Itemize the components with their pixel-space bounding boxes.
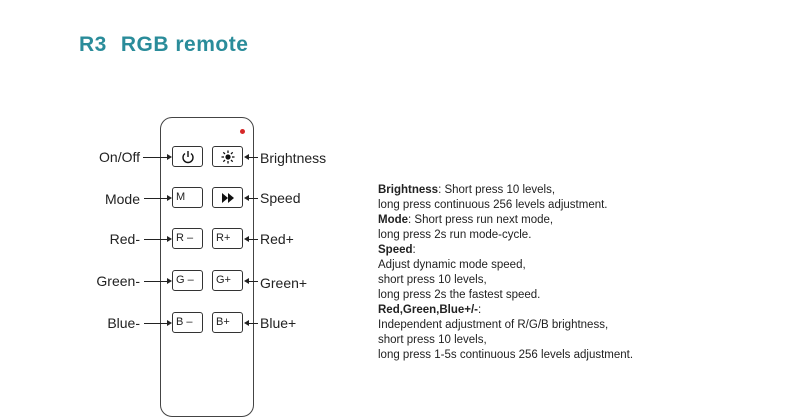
page-title — [79, 33, 248, 57]
connector-line — [144, 323, 167, 324]
blue-minus-label: B – — [176, 316, 193, 328]
green-plus-button[interactable] — [212, 270, 243, 291]
desc-brightness-row — [378, 183, 633, 198]
mode-button[interactable] — [172, 187, 203, 208]
title-code: R3 — [79, 33, 107, 56]
brightness-button[interactable] — [212, 146, 243, 167]
desc-rgb-suffix: : — [478, 304, 482, 316]
connector-line — [249, 198, 258, 199]
arrow-icon — [167, 320, 172, 326]
connector-line — [144, 239, 167, 240]
desc-mode-heading: Mode — [378, 214, 409, 226]
label-red-plus: Red+ — [260, 231, 294, 247]
connector-line — [249, 323, 258, 324]
label-speed: Speed — [260, 190, 301, 206]
indicator-led — [240, 129, 245, 134]
connector-line — [249, 281, 258, 282]
desc-mode-text: : Short press run next mode, — [408, 214, 554, 226]
green-plus-label: G+ — [216, 274, 231, 286]
desc-brightness-heading: Brightness — [378, 184, 439, 196]
arrow-icon — [167, 278, 172, 284]
sun-icon — [213, 147, 242, 166]
connector-line — [144, 281, 167, 282]
label-onoff: On/Off — [99, 149, 140, 165]
arrow-icon — [167, 154, 172, 160]
label-red-minus: Red- — [109, 231, 140, 247]
desc-rgb-row3: long press 1-5s continuous 256 levels adjustment. — [378, 349, 634, 361]
desc-brightness-row2: long press continuous 256 levels adjustment. — [378, 199, 608, 211]
desc-rgb-row1: Independent adjustment of R/G/B brightness, — [378, 319, 609, 331]
green-minus-label: G – — [176, 274, 194, 286]
blue-minus-button[interactable] — [172, 312, 203, 333]
connector-line — [249, 157, 258, 158]
title-name: RGB remote — [120, 33, 249, 56]
desc-speed-row2: short press 10 levels, — [378, 274, 487, 286]
power-icon — [173, 147, 202, 166]
blue-plus-button[interactable] — [212, 312, 243, 333]
desc-rgb-row — [378, 303, 633, 318]
desc-speed-row3: long press 2s the fastest speed. — [378, 289, 541, 301]
desc-speed-row1: Adjust dynamic mode speed, — [378, 259, 526, 271]
green-minus-button[interactable] — [172, 270, 203, 291]
desc-speed-row — [378, 243, 633, 258]
desc-rgb-heading: Red,Green,Blue+/- — [378, 304, 479, 316]
arrow-icon — [167, 236, 172, 242]
desc-mode-row — [378, 213, 633, 228]
red-minus-button[interactable] — [172, 228, 203, 249]
desc-speed-suffix: : — [412, 244, 416, 256]
blue-plus-label: B+ — [216, 316, 230, 328]
connector-line — [144, 198, 167, 199]
label-blue-plus: Blue+ — [260, 315, 297, 331]
desc-rgb-row2: short press 10 levels, — [378, 334, 487, 346]
red-minus-label: R – — [176, 232, 194, 244]
mode-button-label: M — [176, 191, 186, 203]
label-blue-minus: Blue- — [107, 315, 140, 331]
label-mode: Mode — [104, 191, 140, 207]
connector-line — [249, 239, 258, 240]
desc-mode-row2: long press 2s run mode-cycle. — [378, 229, 532, 241]
desc-brightness-text: : Short press 10 levels, — [438, 184, 556, 196]
label-green-plus: Green+ — [260, 275, 308, 291]
label-brightness: Brightness — [260, 150, 327, 166]
desc-speed-heading: Speed — [378, 244, 413, 256]
onoff-button[interactable] — [172, 146, 203, 167]
connector-line — [143, 157, 167, 158]
red-plus-label: R+ — [216, 232, 231, 244]
red-plus-button[interactable] — [212, 228, 243, 249]
fast-forward-icon — [213, 188, 242, 207]
speed-button[interactable] — [212, 187, 243, 208]
arrow-icon — [167, 195, 172, 201]
label-green-minus: Green- — [96, 273, 140, 289]
description-block — [378, 183, 633, 363]
